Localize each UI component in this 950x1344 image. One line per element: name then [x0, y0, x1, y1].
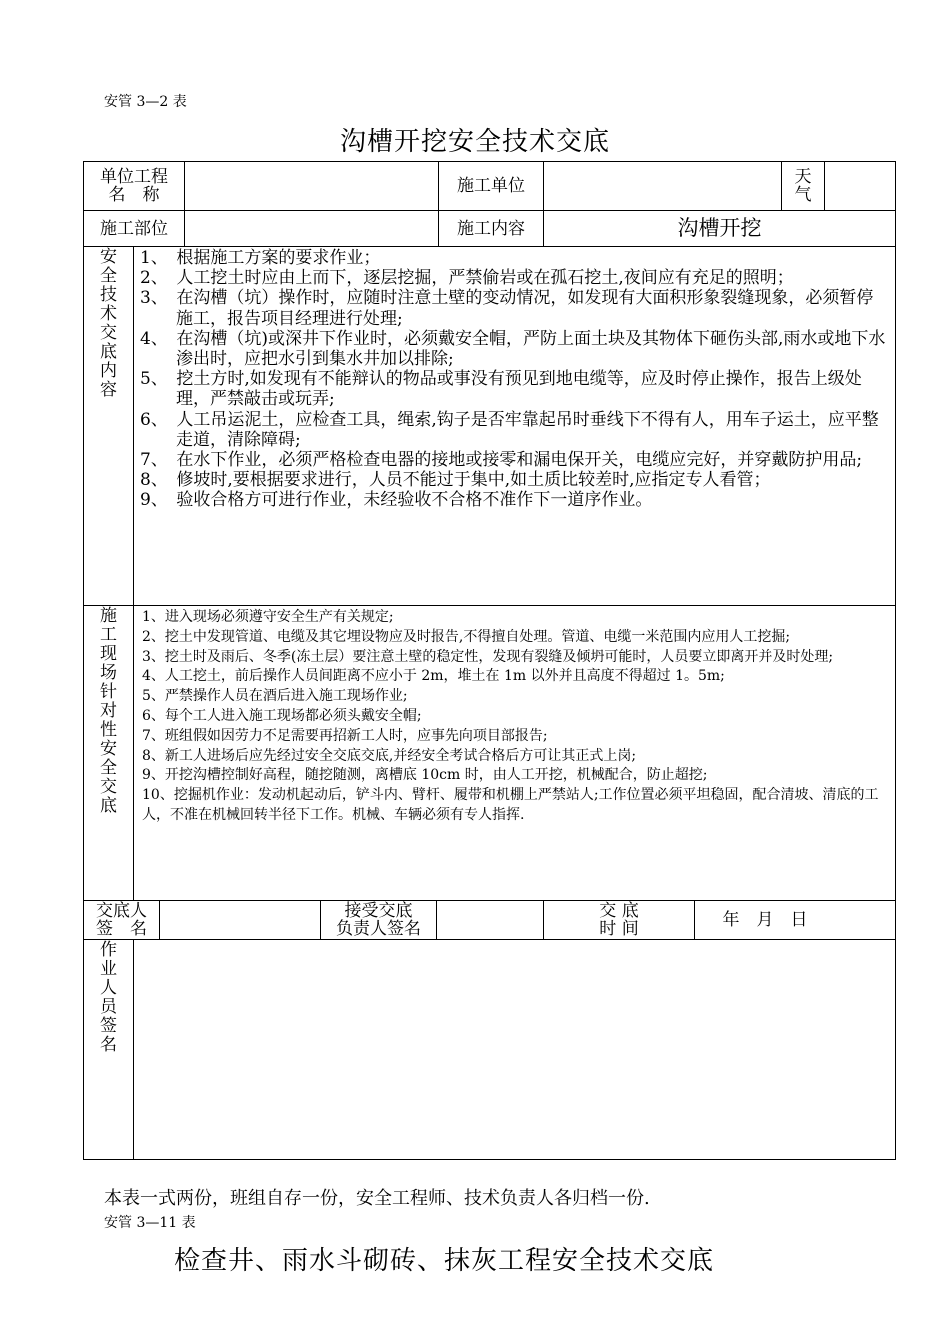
construction-unit-label: 施工单位 [457, 176, 525, 196]
unit-project-label: 单位工程 名 称 [100, 167, 168, 205]
list-item: 9、开挖沟槽控制好高程，随挖随测，离槽底 10cm 时，由人工开挖，机械配合，防止超挖; [142, 767, 708, 784]
list-item: 9、 验收合格方可进行作业，未经验收不合格不准作下一道序作业。 [140, 490, 653, 511]
list-item: 4、人工挖土，前后操作人员间距离不应小于 2m，堆土在 1m 以外并且高度不得超过 1。5m; [142, 668, 725, 685]
list-item: 1、 根据施工方案的要求作业； [140, 248, 381, 268]
list-item: 3、挖土时及雨后、冬季(冻土层）要注意土壁的稳定性，发现有裂缝及倾坍可能时，人员要立即离开并及时处理; [142, 648, 834, 665]
receiver-label: 接受交底 负责人签名 [336, 901, 421, 939]
construction-content-value: 沟槽开挖 [677, 216, 762, 240]
list-item: 5、 挖土方时,如发现有不能辩认的物品或事没有预见到地电缆等，应及时停止操作，报告上级处理，严禁敲击或玩弄; [140, 369, 862, 410]
site-specific-list [142, 608, 894, 826]
list-item: 10、挖掘机作业：发动机起动后，铲斗内、臂杆、履带和机棚上严禁站人;工作位置必须平坦稳固，配合清坡、清底的工人，不准在机械回转半径下工作。机械、车辆必须有专人指挥. [142, 787, 879, 823]
workers-signature-area[interactable] [135, 941, 894, 1158]
construction-content-label: 施工内容 [457, 219, 525, 239]
disclosure-time-label: 交 底 时 间 [599, 901, 639, 939]
list-item: 2、挖土中发现管道、电缆及其它埋设物应及时报告,不得擅自处理。管道、电缆一米范围内应用人工挖掘; [142, 628, 791, 645]
list-item: 2、 人工挖土时应由上而下，逐层挖掘，严禁偷岩或在孤石挖土,夜间应有充足的照明； [140, 268, 794, 289]
list-item: 8、 修坡时,要根据要求进行，人员不能过于集中,如土质比较差时,应指定专人看管； [140, 470, 771, 491]
list-item: 6、 人工吊运泥土，应检查工具，绳索,钩子是否牢靠起吊时垂线下不得有人，用车子运土，应平整走道，清除障碍; [140, 409, 879, 450]
distribution-note: 本表一式两份，班组自存一份，安全工程师、技术负责人各归档一份. [104, 1188, 650, 1209]
list-item: 5、严禁操作人员在酒后进入施工现场作业; [142, 688, 408, 705]
disclosure-date[interactable]: 年 月 日 [722, 910, 808, 930]
construction-part-label: 施工部位 [100, 219, 168, 239]
list-item: 8、新工人进场后应先经过安全交底交底,并经安全考试合格后方可让其正式上岗; [142, 747, 637, 764]
form-code: 安管 3—2 表 [104, 94, 187, 110]
list-item: 7、 在水下作业，必须严格检查电器的接地或接零和漏电保开关，电缆应完好，并穿戴防护用品; [140, 450, 863, 471]
next-page-title: 检查井、雨水斗砌砖、抹灰工程安全技术交底 [174, 1246, 715, 1276]
list-item: 1、进入现场必须遵守安全生产有关规定; [142, 609, 394, 625]
list-item: 4、 在沟槽（坑)或深井下作业时，必须戴安全帽，严防上面土块及其物体下砸伤头部,雨水或地下水渗出时，应把水引到集水井加以排除; [140, 328, 886, 370]
weather-label: 天 气 [794, 167, 812, 205]
safety-disclosure-list [140, 248, 890, 511]
workers-signature-label: 作 业 人 员 签 名 [100, 940, 117, 1055]
list-item: 3、 在沟槽（坑）操作时，应随时注意土壁的变动情况，如发现有大面积形象裂缝现象，必须暂停施工，报告项目经理进行处理; [140, 288, 874, 329]
next-form-code: 安管 3—11 表 [104, 1215, 196, 1231]
safety-disclosure-label: 安 全 技 术 交 底 内 容 [100, 247, 117, 400]
list-item: 6、每个工人进入施工现场都必须头戴安全帽; [142, 707, 422, 724]
site-specific-label: 施 工 现 场 针 对 性 安 全 交 底 [100, 606, 117, 816]
list-item: 7、班组假如因劳力不足需要再招新工人时，应事先向项目部报告; [142, 727, 548, 744]
page-title: 沟槽开挖安全技术交底 [339, 127, 610, 157]
discloser-label: 交底人 签 名 [96, 901, 147, 939]
